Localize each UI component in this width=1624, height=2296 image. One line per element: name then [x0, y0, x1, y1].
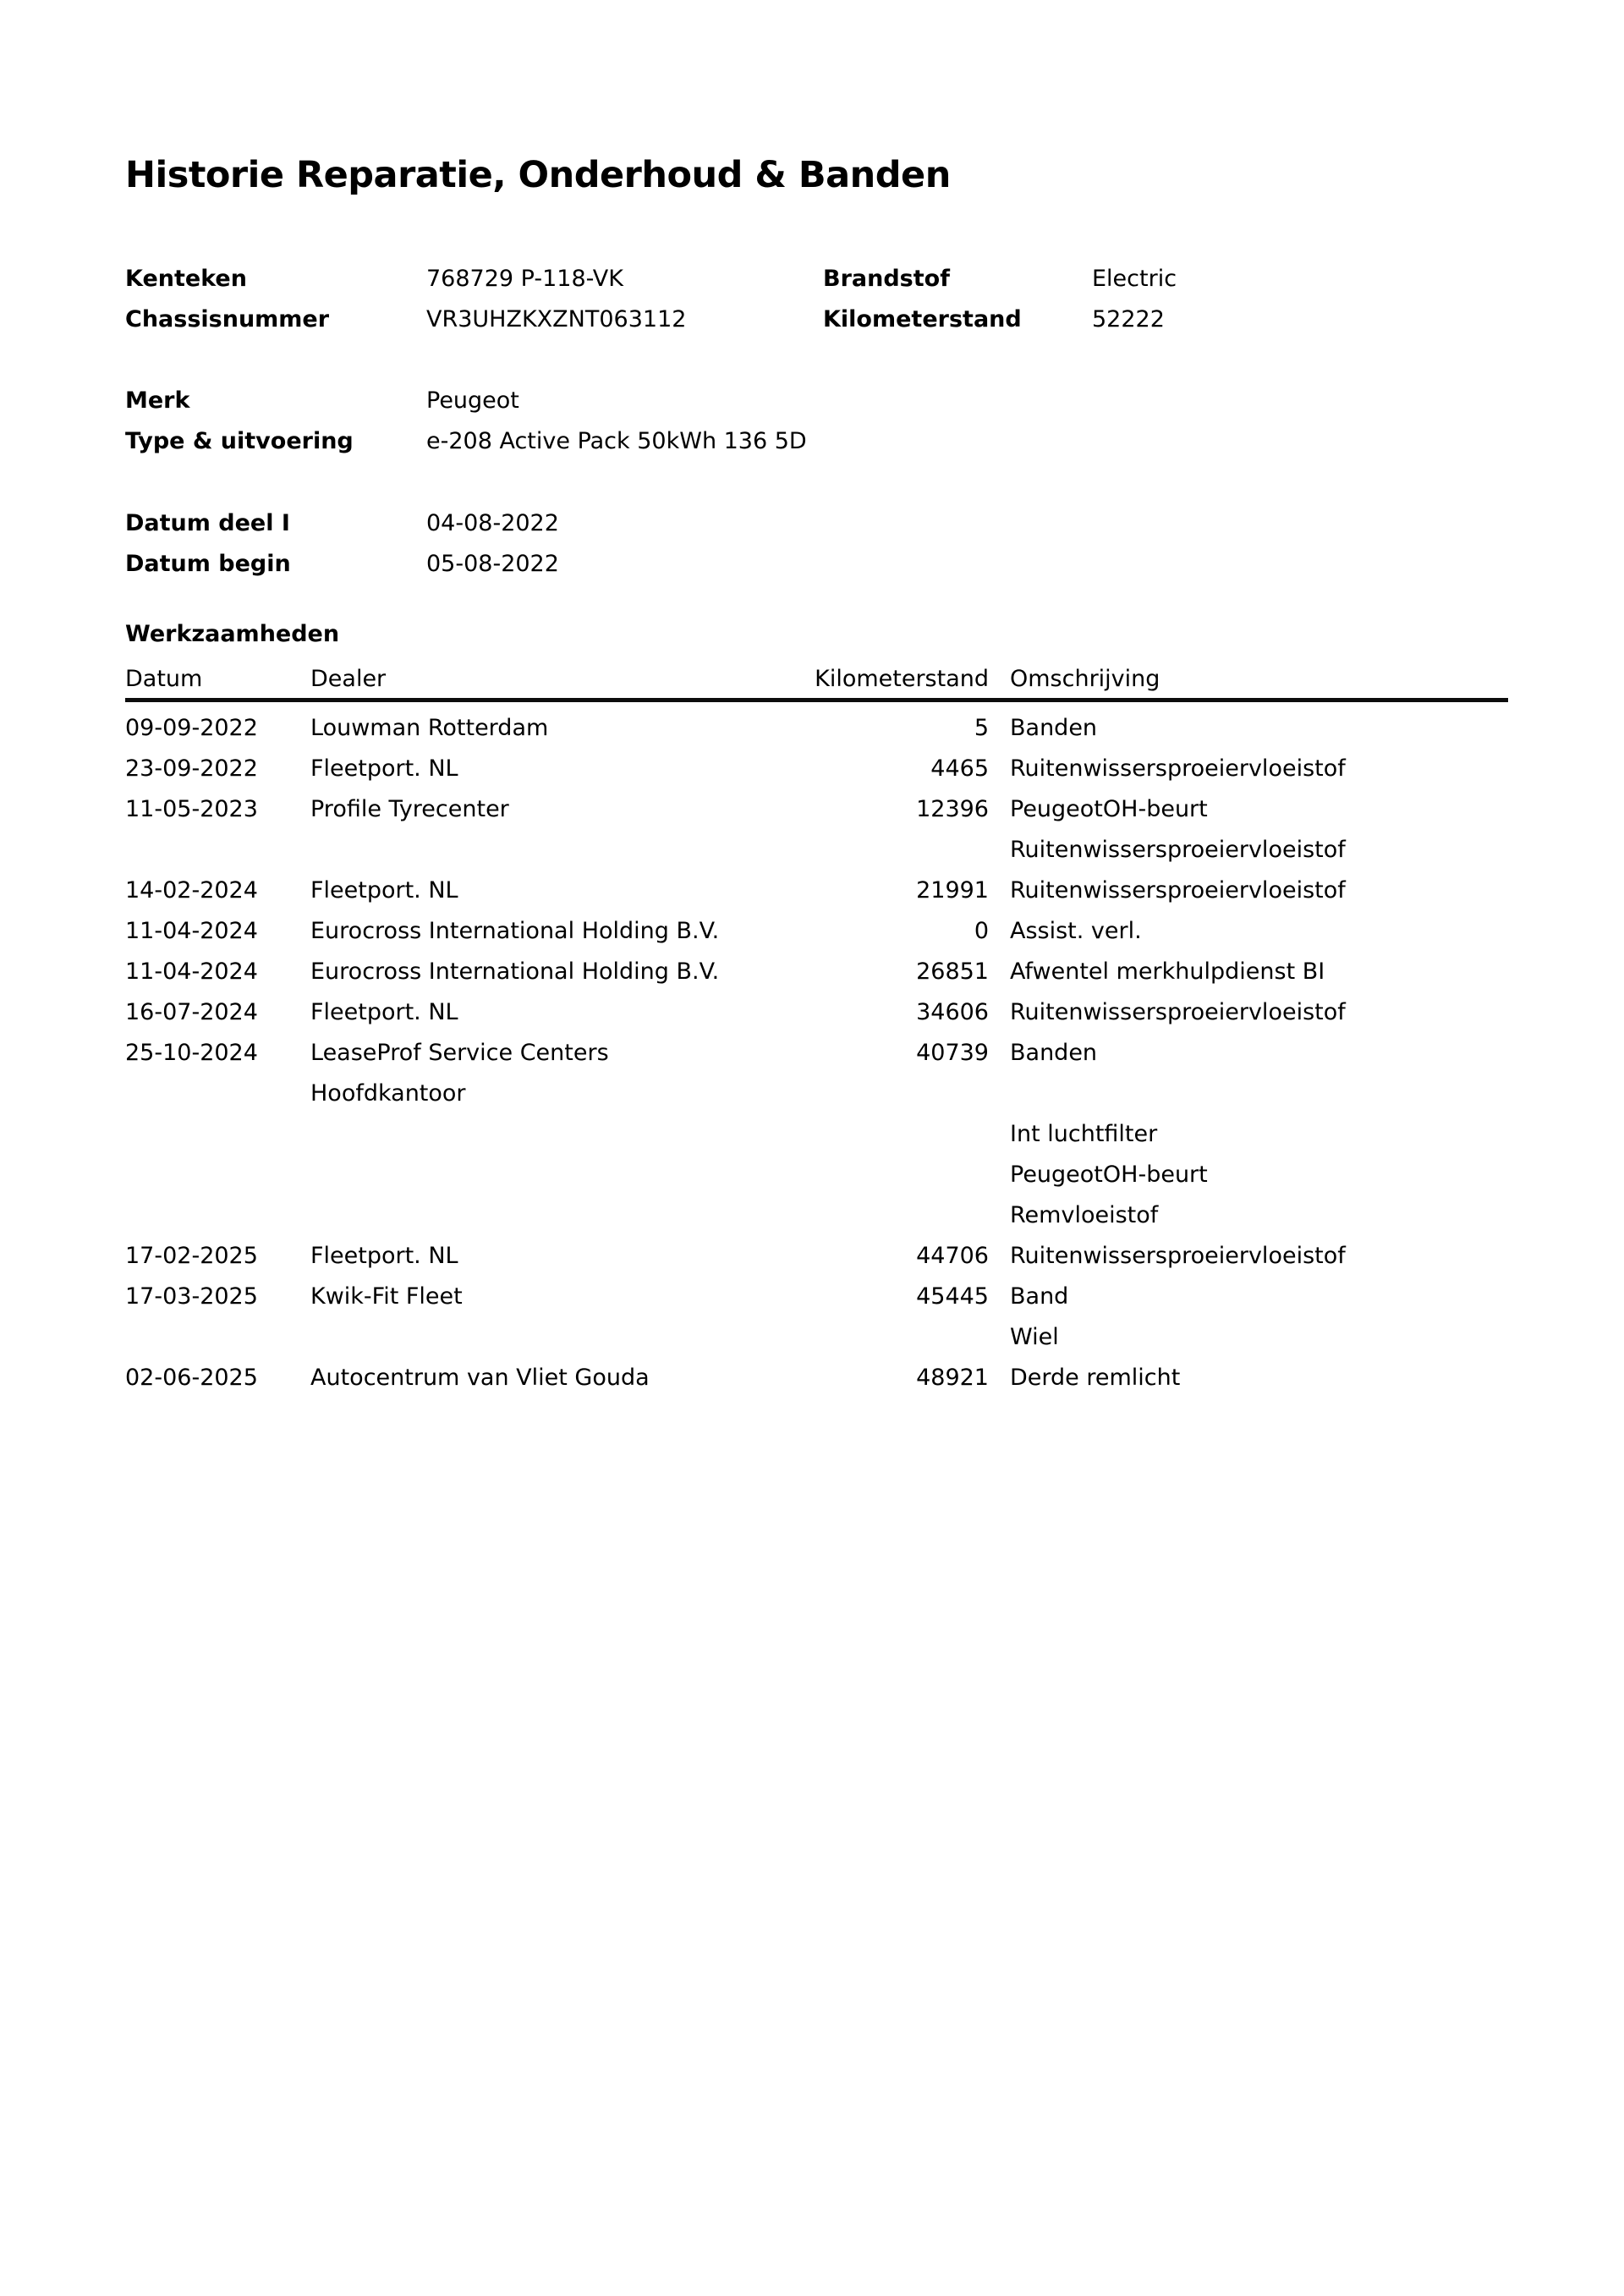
kilometerstand-value: 52222 [1092, 306, 1165, 332]
table-row [125, 911, 1508, 952]
table-row-continuation [125, 1195, 1508, 1236]
vehicle-model-block [125, 381, 1563, 462]
vehicle-id-block [125, 259, 1563, 340]
cell-dealer: Louwman Rotterdam [310, 715, 549, 741]
cell-datum: 09-09-2022 [125, 715, 258, 741]
kilometerstand-label: Kilometerstand [823, 306, 1022, 332]
cell-dealer: Eurocross International Holding B.V. [310, 918, 720, 944]
cell-kilometerstand: 26851 [916, 958, 989, 985]
info-row-chassisnummer [125, 299, 1563, 340]
table-row-continuation [125, 1114, 1508, 1155]
table-row [125, 789, 1508, 830]
cell-kilometerstand: 5 [974, 715, 989, 741]
cell-omschrijving: PeugeotOH-beurt [1010, 1162, 1208, 1188]
table-row [125, 1236, 1508, 1277]
info-row-merk [125, 381, 1563, 421]
table-row [125, 871, 1508, 911]
cell-dealer: Eurocross International Holding B.V. [310, 958, 720, 985]
merk-label: Merk [125, 387, 190, 414]
table-row [125, 952, 1508, 992]
info-row-datum-deel-i [125, 503, 1563, 544]
table-header-row [125, 663, 1508, 702]
cell-kilometerstand: 12396 [916, 796, 989, 822]
table-row [125, 1358, 1508, 1398]
cell-datum: 02-06-2025 [125, 1365, 258, 1391]
cell-dealer: Kwik-Fit Fleet [310, 1283, 463, 1310]
cell-datum: 11-04-2024 [125, 958, 258, 985]
table-row-continuation [125, 830, 1508, 871]
info-row-kenteken [125, 259, 1563, 299]
cell-datum: 17-02-2025 [125, 1243, 258, 1269]
cell-omschrijving: Afwentel merkhulpdienst BI [1010, 958, 1325, 985]
table-row [125, 749, 1508, 789]
type-uitvoering-value: e-208 Active Pack 50kWh 136 5D [426, 428, 807, 454]
cell-omschrijving: Banden [1010, 1040, 1098, 1066]
column-header-omschrijving: Omschrijving [1010, 666, 1160, 692]
cell-kilometerstand: 48921 [916, 1365, 989, 1391]
cell-omschrijving: Remvloeistof [1010, 1202, 1159, 1228]
cell-dealer: Autocentrum van Vliet Gouda [310, 1365, 650, 1391]
cell-datum: 25-10-2024 [125, 1040, 258, 1066]
table-body [125, 702, 1508, 1398]
type-uitvoering-label: Type & uitvoering [125, 428, 354, 454]
page-title: Historie Reparatie, Onderhoud & Banden [125, 154, 951, 196]
brandstof-value: Electric [1092, 266, 1177, 292]
cell-datum: 23-09-2022 [125, 755, 258, 782]
cell-omschrijving: Ruitenwissersproeiervloeistof [1010, 999, 1346, 1025]
cell-omschrijving: Wiel [1010, 1324, 1059, 1350]
merk-value: Peugeot [426, 387, 519, 414]
cell-dealer: Fleetport. NL [310, 877, 458, 904]
cell-datum: 11-04-2024 [125, 918, 258, 944]
cell-kilometerstand: 0 [974, 918, 989, 944]
cell-dealer: Profile Tyrecenter [310, 796, 509, 822]
cell-omschrijving: Assist. verl. [1010, 918, 1142, 944]
cell-omschrijving: Ruitenwissersproeiervloeistof [1010, 755, 1346, 782]
table-row [125, 1033, 1508, 1114]
cell-omschrijving: Int luchtfilter [1010, 1121, 1158, 1147]
cell-dealer: Fleetport. NL [310, 1243, 458, 1269]
column-header-datum: Datum [125, 666, 203, 692]
cell-dealer: Fleetport. NL [310, 999, 458, 1025]
chassisnummer-value: VR3UHZKXZNT063112 [426, 306, 687, 332]
werkzaamheden-section-title: Werkzaamheden [125, 621, 340, 647]
kenteken-value: 768729 P-118-VK [426, 266, 623, 292]
cell-omschrijving: Banden [1010, 715, 1098, 741]
cell-kilometerstand: 40739 [916, 1040, 989, 1066]
column-header-dealer: Dealer [310, 666, 387, 692]
cell-kilometerstand: 44706 [916, 1243, 989, 1269]
datum-deel-i-label: Datum deel I [125, 510, 290, 536]
cell-kilometerstand: 45445 [916, 1283, 989, 1310]
cell-kilometerstand: 34606 [916, 999, 989, 1025]
info-row-datum-begin [125, 544, 1563, 585]
brandstof-label: Brandstof [823, 266, 950, 292]
info-row-type-uitvoering [125, 421, 1563, 462]
table-row-continuation [125, 1155, 1508, 1195]
kenteken-label: Kenteken [125, 266, 247, 292]
table-row [125, 992, 1508, 1033]
cell-datum: 14-02-2024 [125, 877, 258, 904]
table-row-continuation [125, 1317, 1508, 1358]
registration-dates-block [125, 503, 1563, 585]
cell-omschrijving: Ruitenwissersproeiervloeistof [1010, 877, 1346, 904]
cell-datum: 11-05-2023 [125, 796, 258, 822]
werkzaamheden-table [125, 663, 1508, 1398]
datum-begin-value: 05-08-2022 [426, 551, 559, 577]
table-row [125, 708, 1508, 749]
cell-omschrijving: Derde remlicht [1010, 1365, 1181, 1391]
cell-datum: 16-07-2024 [125, 999, 258, 1025]
cell-dealer: LeaseProf Service Centers Hoofdkantoor [310, 1040, 609, 1107]
column-header-kilometerstand: Kilometerstand [815, 666, 989, 692]
cell-kilometerstand: 21991 [916, 877, 989, 904]
cell-datum: 17-03-2025 [125, 1283, 258, 1310]
chassisnummer-label: Chassisnummer [125, 306, 330, 332]
cell-kilometerstand: 4465 [930, 755, 989, 782]
cell-omschrijving: PeugeotOH-beurt [1010, 796, 1208, 822]
table-row [125, 1277, 1508, 1317]
cell-omschrijving: Band [1010, 1283, 1069, 1310]
cell-dealer: Fleetport. NL [310, 755, 458, 782]
cell-omschrijving: Ruitenwissersproeiervloeistof [1010, 1243, 1346, 1269]
datum-begin-label: Datum begin [125, 551, 291, 577]
datum-deel-i-value: 04-08-2022 [426, 510, 559, 536]
cell-omschrijving: Ruitenwissersproeiervloeistof [1010, 837, 1346, 863]
